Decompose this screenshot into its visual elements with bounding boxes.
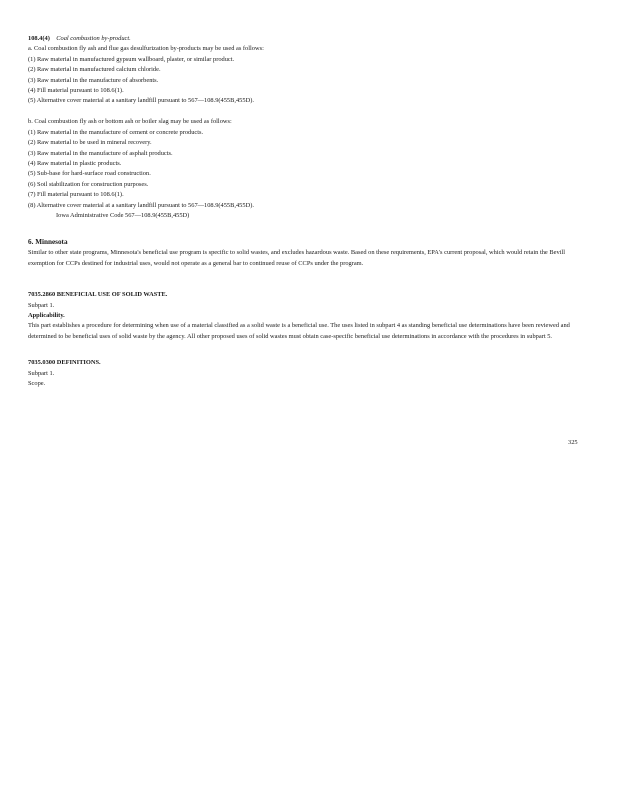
citation: Iowa Administrative Code 567—108.9(455B,455D) (56, 212, 190, 219)
para-b-item-5: (5) Sub-base for hard-surface road construction. (28, 170, 151, 178)
para-b-item-7: (7) Fill material pursuant to 108.6(1). (28, 191, 124, 199)
para-b-item-6: (6) Soil stabilization for construction purposes. (28, 180, 149, 188)
spacer (28, 342, 584, 358)
rule-2860-heading: 7035.2860 BENEFICIAL USE OF SOLID WASTE. (28, 291, 168, 299)
rule-0300-heading: 7035.0300 DEFINITIONS. (28, 359, 101, 367)
rule-0300-subpart: Subpart 1. (28, 369, 55, 377)
minnesota-heading: 6. Minnesota (28, 238, 68, 247)
rule-2860-paragraph: This part establishes a procedure for determining when use of a material classified as a solid waste is a beneficial use. The uses listed in subpart 4 as standing beneficial use determinations have been reviewed and determined to be beneficial uses of solid waste by the agency. All other proposed uses of solid wastes must obtain case-specific beneficial use determinations in accordance with the procedures in subpart 5. (28, 322, 570, 340)
para-a-intro: a. Coal combustion fly ash and flue gas desulfurization by-products may be used as follows: (28, 45, 264, 53)
spacer (28, 269, 584, 290)
section-label-row (28, 34, 584, 44)
para-a-item-5: (5) Alternative cover material at a sanitary landfill pursuant to 567—108.9(455B,455D). (28, 97, 254, 105)
rule-0300-subpart-title: Scope. (28, 380, 46, 388)
para-b-item-4: (4) Raw material in plastic products. (28, 159, 122, 167)
page-number: 325 (568, 439, 578, 446)
para-a-item-4: (4) Fill material pursuant to 108.6(1). (28, 87, 124, 95)
rule-2860-subpart-title: Applicability. (28, 312, 65, 320)
para-a-item-2: (2) Raw material in manufactured calcium chloride. (28, 66, 161, 74)
para-a-item-1: (1) Raw material in manufactured gypsum wallboard, plaster, or similar product. (28, 55, 235, 63)
para-b-item-3: (3) Raw material in the manufacture of asphalt products. (28, 149, 173, 157)
section-label-title: Coal combustion by-product. (56, 35, 131, 42)
spacer (28, 107, 584, 118)
spacer (28, 221, 584, 237)
para-b-intro: b. Coal combustion fly ash or bottom ash or boiler slag may be used as follows: (28, 118, 232, 126)
para-b-item-2: (2) Raw material to be used in mineral recovery. (28, 139, 152, 147)
para-a-item-3: (3) Raw material in the manufacture of absorbents. (28, 76, 159, 84)
para-b-item-1: (1) Raw material in the manufacture of cement or concrete products. (28, 128, 204, 136)
para-b-item-8: (8) Alternative cover material at a sanitary landfill pursuant to 567—108.9(455B,455D). (28, 201, 254, 209)
document-page (28, 34, 584, 389)
rule-2860-subpart: Subpart 1. (28, 301, 55, 309)
section-label: 108.4(4) (28, 35, 50, 42)
minnesota-paragraph: Similar to other state programs, Minnesota's beneficial use program is specific to solid wastes, and excludes hazardous waste. Based on these requirements, EPA's current proposal, which would retain the Bevill exemption for CCPs destined for industrial uses, would not operate as a general bar to continued reuse of CCPs under the program. (28, 249, 565, 267)
